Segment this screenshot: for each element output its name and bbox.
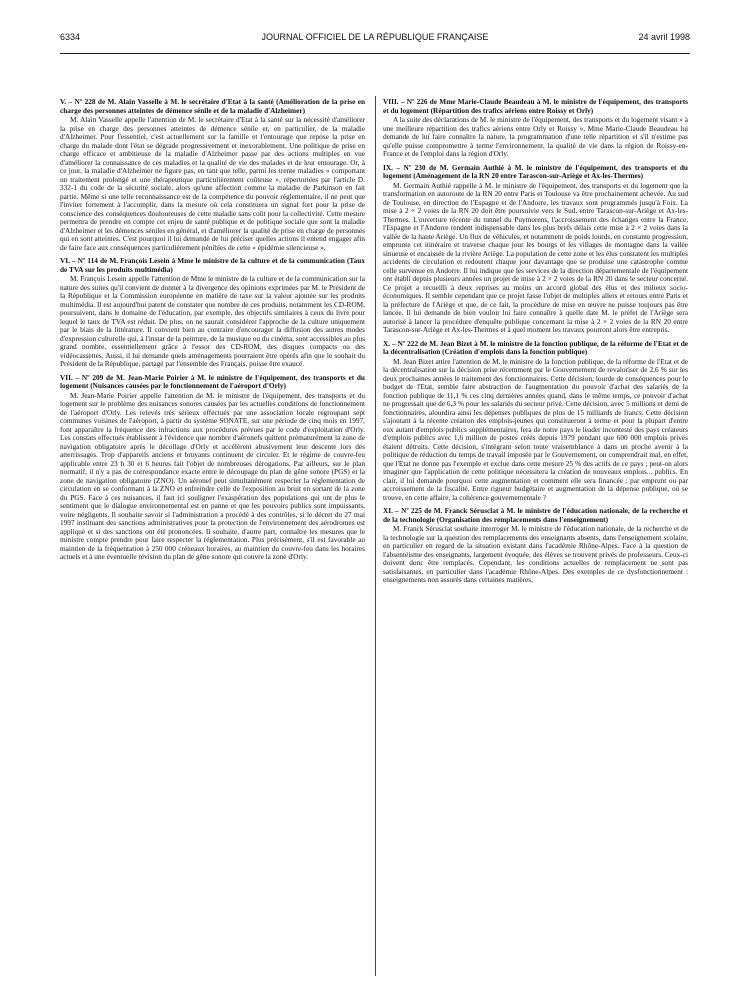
header-rule [60,53,690,54]
question-vii [60,374,365,562]
column-separator [375,96,376,976]
question-body: M. Franck Sérusclat souhaite interroger M. le ministre de l'éducation nationale, de la recherche et de la technologie sur la question des remplacements des enseignants absents, dans l'enseignement scolaire, en particulier en regard de la situation existant dans l'académie Rhône-Alpes. Face à la question de l'absentéisme des enseignants, largement évoquée, des élèves se trouvent privés de professeurs. Ceux-ci doivent donc être remplacés. Cependant, les conditions actuelles de remplacement ne sont pas satisfaisantes, en particulier dans l'académie Rhône-Alpes. Des exemples de ce dysfonctionnement : enseignements non assurés dans certaines matières, [383,524,688,584]
question-body: M. Alain Vasselle appelle l'attention de M. le secrétaire d'Etat à la santé sur la nécessité d'améliorer la prise en charge des personnes atteintes de démence sénile et, en particulier, de la maladie d'Alzheimer. Pour l'essentiel, c'est actuellement sur la famille et l'entourage que repose la prise en charge du malade dont l'état se dégrade progressivement et inexorablement. Une politique de prise en charge efficace et ambitieuse de la maladie d'Alzheimer passe par des actions multiples en vue d'améliorer la connaissance de ces maladies et la qualité de vie des malades et de leur entourage. Or, à ce jour, la maladie d'Alzheimer ne figure pas, en tant que telle, parmi les trente maladies « comportant un traitement prolongé et une thérapeutique particulièrement coûteuse », répertoriées par l'article D. 332-1 du code de la sécurité sociale, alors qu'une affection comme la maladie de Parkinson en fait partie. Même si une telle reconnaissance est de la compétence du pouvoir réglementaire, il ne peut que l'inviter fortement à l'accomplir, dans la mesure où cela constituera un signal fort pour la prise de conscience des conséquences douloureuses de cette maladie sans coût pour la collectivité. Cette mesure permettra de prendre en compte cet enjeu de santé publique et de politique sociale que sont la maladie d'Alzheimer et les démences séniles en général, et d'améliorer la qualité de prise en charge de personnes qui en sont atteintes. C'est pourquoi il lui demande de lui préciser quelles actions il entend engager afin de faire face aux conséquences particulièrement pénibles de cette « épidémie silencieuse ». [60,115,365,252]
question-heading: VII. – Nº 209 de M. Jean-Marie Poirier à M. le ministre de l'équipement, des transports et du logement (Nuisances causées par le fonctionnement de l'aéroport d'Orly) [60,372,365,390]
question-heading: XI. – Nº 225 de M. Franck Sérusclat à M. le ministre de l'éducation nationale, de la recherche et de la technologie (Organisation des remplacements dans l'enseignement) [383,506,688,524]
question-heading: VI. – Nº 114 de M. François Lesein à Mme le ministre de la culture et de la communication (Taux de TVA sur les produits multimédia) [60,256,365,274]
question-vi [60,257,365,369]
question-viii [383,98,688,159]
question-body: M. Jean-Marie Poirier appelle l'attention de M. le ministre de l'équipement, des transports et du logement sur le problème des nuisances sonores causées par les actuelles conditions de fonctionnement de l'aéroport d'Orly. Les relevés très sérieux effectués par une association locale regroupant sept communes voisines de l'aéroport, à partir du système SONATE, sur une période de cinq mois en 1997, font apparaître la fréquence des infractions aux procédures prévues par le code d'exploitation d'Orly. Les constats effectués établissent à l'évidence que nombre d'aéronefs quittent prématurément la zone de navigation obligatoire après le décollage d'Orly et accélèrent abusivement leur descente lors des atterrissages. Trop d'appareils anciens et bruyants continuent de circuler. Et le régime de couvre-feu applicable entre 23 h 30 et 6 heures fait l'objet de nombreuses dérogations. Par ailleurs, sur le plan normatif, il n'y a pas de correspondance exacte entre le découpage du plan de gêne sonore (PGS) et la zone de navigation obligatoire (ZNO). Un aéronef peut simultanément respecter la réglementation de circulation en se conformant à la ZNO et enfreindre celle de l'exposition au bruit en sortant de la zone du PGS. Face à ces nuisances, il faut ici souligner l'exaspération des populations qui ont de plus le sentiment que le dialogue environnemental est en panne et que les pouvoirs publics sont impuissants, voire négligents. Il souhaite savoir si l'administration a procédé à des contrôles, si le décret du 27 mai 1997 instituant des sanctions administratives pour la protection de l'environnement des aérodromes est appliqué et si des sanctions ont été prononcées. Il souhaite, d'autre part, connaître les mesures que le ministre compte prendre pour faire respecter la réglementation. Plus précisément, s'il est favorable au maintien de la fréquentation à 250 000 créneaux horaires, au maintien du couvre-feu dans les horaires actuels et à une éventuelle révision du plan de gêne sonore qui couvre la zone d'Orly. [60,390,365,561]
page-header [60,32,690,46]
right-column [383,98,688,590]
question-v [60,98,365,252]
journal-title: JOURNAL OFFICIEL DE LA RÉPUBLIQUE FRANÇAISE [261,32,489,42]
question-xi [383,507,688,585]
page-number: 6334 [60,32,81,42]
question-body: A la suite des déclarations de M. le ministre de l'équipement, des transports et du logement visant « à une meilleure répartition des trafics aériens entre Orly et Roissy », Mme Marie-Claude Beaudeau lui demande de lui faire connaître la nature, la programmation d'une telle répartition et s'il n'estime pas qu'elle puisse compromettre à terme l'environnement, la qualité de vie dans la région de Roissy-en-France et de l'emploi dans la région d'Orly. [383,115,688,158]
question-body: M. Jean Bizet attire l'attention de M. le ministre de la fonction publique, de la réforme de l'Etat et de la décentralisation sur la décision prise récemment par le Gouvernement de revaloriser de 2,6 % sur les deux prochaines années le traitement des fonctionnaires. Cette décision, lourde de conséquences pour le budget de l'Etat, semble faire abstraction de l'augmentation du pouvoir d'achat des salariés de la fonction publique de 11,1 % ces cinq dernières années quand, dans le même temps, ce pouvoir d'achat ne progressait que de 6,3 % pour les salariés du secteur privé. Cette décision, avec 5 millions et demi de fonctionnaires, alourdira ainsi les dépenses publiques de plus de 15 milliards de francs. Cette décision s'ajoutant à la récente création des emplois-jeunes qui constitueront à terme et pour la plupart d'entre eux autant d'emplois publics supplémentaires, fera de notre pays le leader incontesté des pays créateurs d'emplois publics avec 1,6 million de postes créés depuis 1979 pendant que 600 000 emplois privés étaient détruits. Cette décision, s'intégrant selon toute vraisemblance à dans un proche avenir à la politique de réduction du temps de travail imposée par le Gouvernement, on comprendrait mal, en effet, que l'Etat ne donne pas l'exemple et exclue dans cette mesure 25 % des actifs de ce pays ; peut-on alors imaginer que l'application de cette politique nécessitera la création de nouveaux emplois... publics. En clair, il lui demande pourquoi cette augmentation et comment elle sera financée : par emprunt ou par accroissement de la fiscalité. Entre rigueur budgétaire et augmentation de la dépense publique, où se trouve, en cette affaire, la cohérence gouvernementale ? [383,356,688,502]
question-heading: V. – Nº 228 de M. Alain Vasselle à M. le secrétaire d'Etat à la santé (Amélioration de la prise en charge des personnes atteintes de démence sénile et de la maladie d'Alzheimer) [60,97,365,115]
question-body: M. François Lesein appelle l'attention de Mme le ministre de la culture et de la communication sur la nature des suites qu'il convient de donner à la divergence des opinions exprimées par M. le Président de la République et la Commission européenne en matière de taxe sur la valeur ajoutée sur les produits multimédia. Il est aujourd'hui patent de constater que nombre de ces produits, notamment les CD-ROM, poursuivent, dans le domaine de l'éducation, par exemple, des objectifs similaires à ceux du livre pour lequel le taux de TVA est réduit. De plus, on ne saurait considérer l'approche de la culture uniquement par le biais de la littérature. Il convient bien au contraire d'encourager la diffusion des autres modes d'expression culturelle qui, à l'instar de la peinture, de la musique ou du cinéma, sont accessibles au plus grand nombre, essentiellement grâce à l'essor des CD-ROM, des disques compacts ou des vidéocassettes. Aussi, il lui demande quels aménagements pourraient être opérés afin que le souhait du Président de la République, partagé par l'ensemble des Français, puisse être exaucé. [60,274,365,368]
issue-date: 24 avril 1998 [638,32,690,42]
question-heading: X. – Nº 222 de M. Jean Bizet à M. le ministre de la fonction publique, de la réforme de l'Etat et de la décentralisation (Création d'emplois dans la fonction publique) [383,338,688,356]
left-column [60,98,365,567]
question-heading: VIII. – Nº 226 de Mme Marie-Claude Beaudeau à M. le ministre de l'équipement, des transports et du logement (Répartition des trafics aériens entre Roissy et Orly) [383,97,688,115]
question-heading: IX. – Nº 230 de M. Germain Authié à M. le ministre de l'équipement, des transports et du logement (Aménagement de la RN 20 entre Tarascon-sur-Ariège et Ax-les-Thermes) [383,162,688,180]
question-ix [383,164,688,335]
question-body: M. Germain Authié rappelle à M. le ministre de l'équipement, des transports et du logement que la transformation en autoroute de la RN 20 entre Paris et Toulouse va être prochainement achevée. Au sud de Toulouse, en direction de l'Espagne et de l'Andorre, les travaux sont programmés jusqu'à Foix. La mise à 2 × 2 voies de la RN 20 doit être poursuivie vers le Sud, entre Tarascon-sur-Ariège et Ax-les-Thermes. L'ouverture récente du tunnel du Puymorens, l'accroissement des échanges entre la France, l'Espagne et l'Andorre rendent indispensable dans les plus brefs délais cette mise à 2 × 2 voies dans la vallée de la haute Ariège. Un flux de véhicules, et notamment de poids lourds, en constante progression, emprunte cet itinéraire et traverse chaque jour les bourgs et les villages de montagne dans la vallée sinueuse et encaissée de la rivière Ariège. La population de cette zone et les élus constatent les multiples accidents de circulation et redoutent chaque jour davantage que se produise une catastrophe comme celle survenue en Andorre. Il lui indique que les services de la direction départementale de l'équipement ont établi depuis plusieurs années un projet de mise à 2 × 2 voies de la RN 20 dans le secteur concerné. Ce projet a recueilli à deux reprises au moins un accord global des élus et des milieux socio-économiques. Il semble cependant que ce projet fasse l'objet de multiples allers et retours entre Paris et la préfecture de l'Ariège et que, de ce fait, la procédure de mise en œuvre ne puisse toujours pas être lancée. Il lui demande de bien vouloir lui faire connaître à quelle date M. le préfet de l'Ariège sera autorisé à lancer la procédure d'enquête publique concernant la mise à 2 × 2 voies de la RN 20 entre Tarascon-sur-Ariège et Ax-les-Thermes et à quel moment les travaux pourront alors être entrepris. [383,180,688,334]
question-x [383,340,688,503]
